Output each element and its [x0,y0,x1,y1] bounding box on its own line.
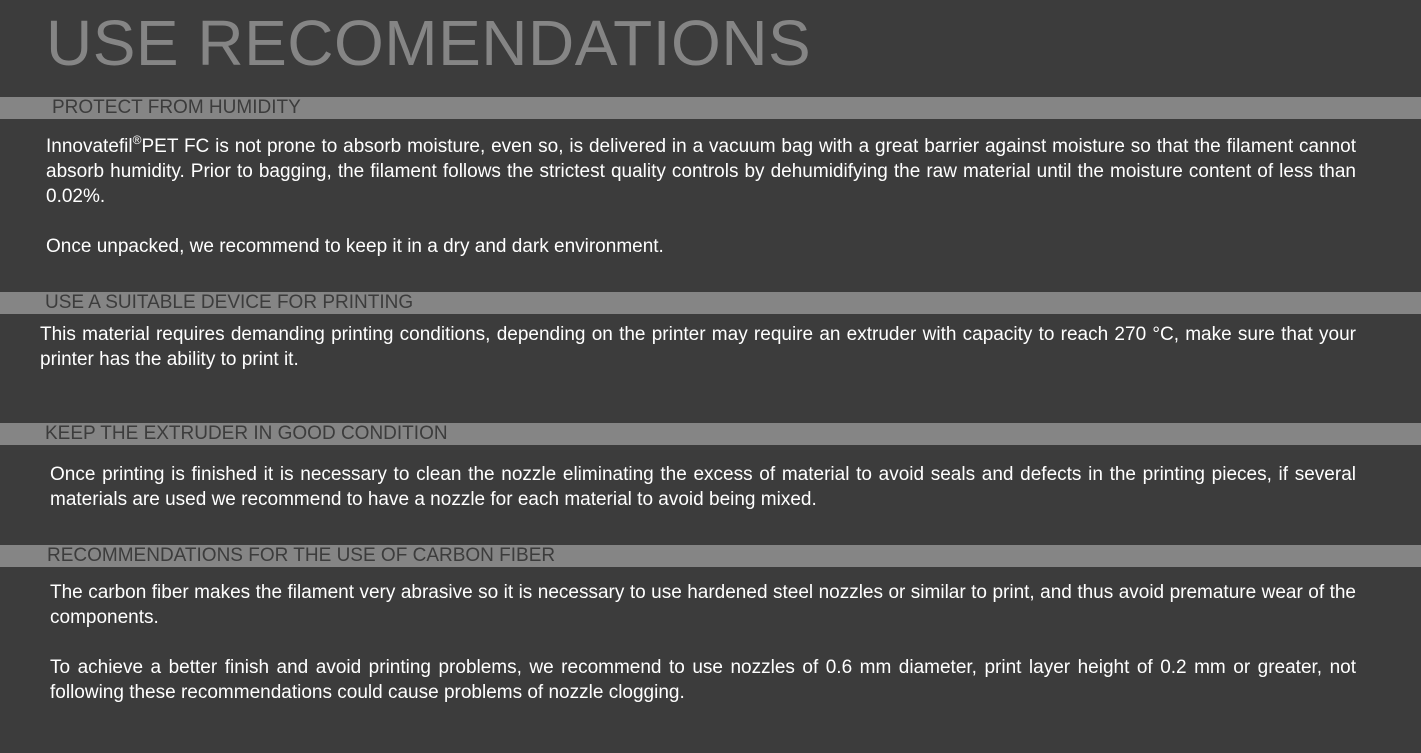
section-heading-extruder: KEEP THE EXTRUDER IN GOOD CONDITION [45,423,448,444]
section-heading-device: USE A SUITABLE DEVICE FOR PRINTING [45,292,414,313]
section-heading-humidity: PROTECT FROM HUMIDITY [52,97,301,118]
registered-mark: ® [132,133,142,147]
section-heading-band-device [0,292,1421,314]
humidity-paragraph-2: Once unpacked, we recommend to keep it in a dry and dark environment. [46,236,664,257]
section-heading-band-carbon-fiber [0,545,1421,567]
extruder-paragraph-1: Once printing is finished it is necessary to clean the nozzle eliminating the excess of material to avoid seals and defects in the printing pieces, if several materials are used we recommend to have a nozzle for each material to avoid being mixed. [50,464,1356,510]
brand-name: Innovatefil [46,136,133,157]
carbon-fiber-paragraph-2: To achieve a better finish and avoid printing problems, we recommend to use nozzles of 0.6 mm diameter, print layer height of 0.2 mm or greater, not following these recommendations could cause problems of nozzle clogging. [50,657,1356,703]
section-heading-band-extruder [0,423,1421,445]
humidity-paragraph-1 [46,134,1356,209]
page-title: USE RECOMENDATIONS [46,7,812,79]
section-heading-carbon-fiber: RECOMMENDATIONS FOR THE USE OF CARBON FIBER [47,545,556,566]
carbon-fiber-paragraph-1: The carbon fiber makes the filament very abrasive so it is necessary to use hardened steel nozzles or similar to print, and thus avoid premature wear of the components. [50,582,1356,628]
humidity-paragraph-1-text: PET FC is not prone to absorb moisture, even so, is delivered in a vacuum bag with a great barrier against moisture so that the filament cannot absorb humidity. Prior to bagging, the filament follows the strictest quality controls by dehumidifying the raw material until the moisture content of less than 0.02%. [46,136,1356,207]
device-paragraph-1: This material requires demanding printing conditions, depending on the printer may require an extruder with capacity to reach 270 °C, make sure that your printer has the ability to print it. [40,324,1356,370]
section-heading-band-humidity [0,97,1421,119]
